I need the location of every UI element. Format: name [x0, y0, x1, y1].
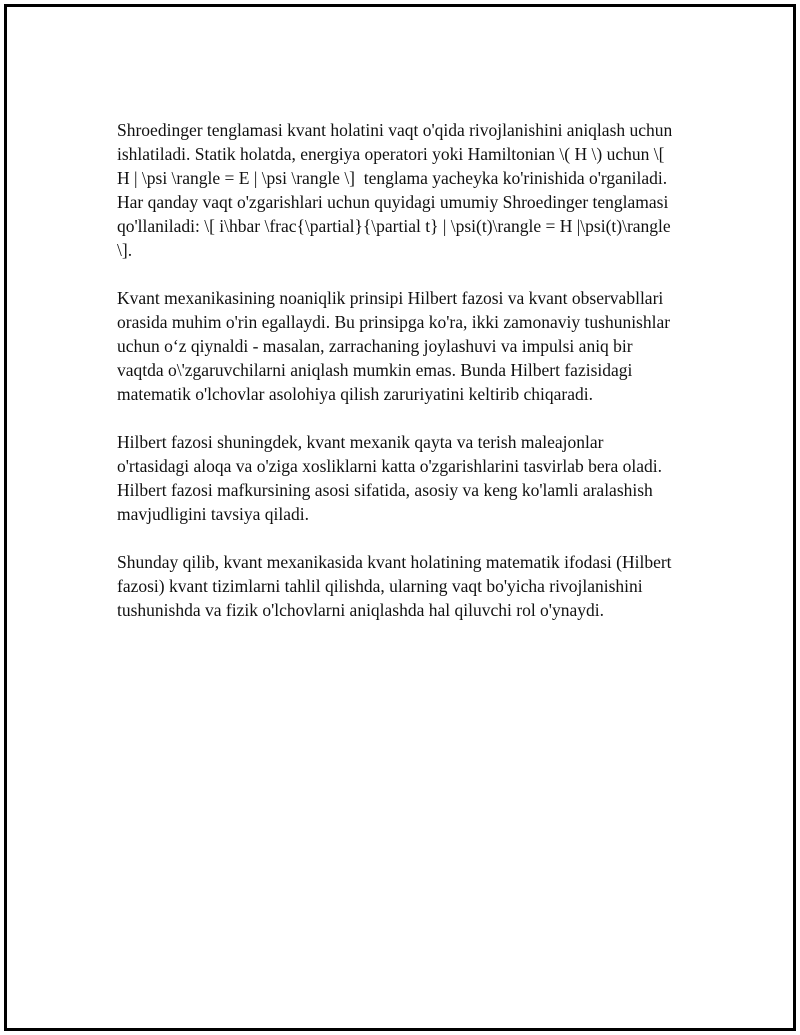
paragraph-conclusion: Shunday qilib, kvant mexanikasida kvant holatining matematik ifodasi (Hilbert fazosi) kvant tizimlarni tahlil qilishda, ularning vaqt bo'yicha rivojlanishini tushunishda va fizik o'lchovlarni aniqlashda hal qiluvchi rol o'ynaydi. [117, 552, 676, 620]
paragraph-hilbert-space: Hilbert fazosi shuningdek, kvant mexanik qayta va terish maleajonlar o'rtasidagi aloqa va o'ziga xosliklarni katta o'zgarishlarini tasvirlab bera oladi. Hilbert fazosi mafkursining asosi sifatida, asosiy va keng ko'lamli aralashish mavjudligini tavsiya qiladi. [117, 432, 667, 524]
paragraph-schrodinger: Shroedinger tenglamasi kvant holatini vaqt o'qida rivojlanishini aniqlash uchun ishlatiladi. Statik holatda, energiya operatori yoki Hamiltonian \( H \) uchun \[ H | \psi \rangle = E | \psi \rangle \] tenglama yacheyka ko'rinishida o'rganiladi. Har qanday vaqt o'zgarishlari uchun quyidagi umumiy Shroedinger tenglamasi qo'llaniladi: \[ i\hbar \frac{\partial}{\partial t} | \psi(t)\rangle = H |\psi(t)\rangle \]. [117, 120, 677, 260]
document-body [117, 118, 677, 646]
paragraph-uncertainty: Kvant mexanikasining noaniqlik prinsipi Hilbert fazosi va kvant observabllari orasida muhim o'rin egallaydi. Bu prinsipga ko'ra, ikki zamonaviy tushunishlar uchun o‘z qiynaldi - masalan, zarrachaning joylashuvi va impulsi aniq bir vaqtda o\'zgaruvchilarni aniqlash mumkin emas. Bunda Hilbert fazisidagi matematik o'lchovlar asolohiya qilish zaruriyatini keltirib chiqaradi. [117, 288, 675, 404]
